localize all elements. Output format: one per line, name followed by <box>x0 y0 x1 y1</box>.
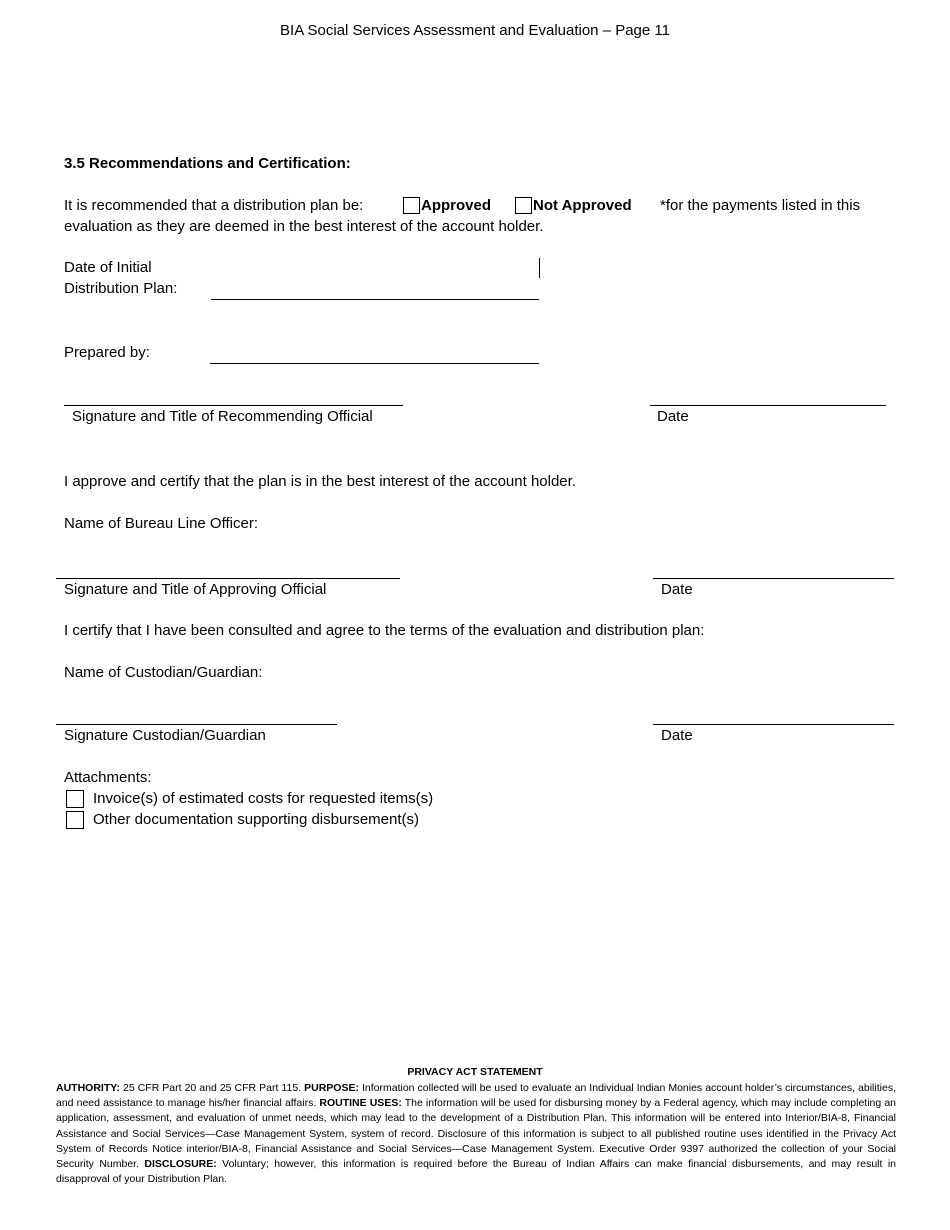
date-initial-label-line1: Date of Initial <box>64 259 152 276</box>
text-cursor <box>539 258 540 278</box>
custodian-date-label: Date <box>661 727 693 744</box>
bureau-officer-label: Name of Bureau Line Officer: <box>64 515 258 532</box>
section-heading: 3.5 Recommendations and Certification: <box>64 155 351 172</box>
approving-date-input[interactable] <box>653 578 894 579</box>
consult-statement: I certify that I have been consulted and agree to the terms of the evaluation and distribution plan: <box>64 622 705 639</box>
recommendation-suffix-line1: *for the payments listed in this <box>660 197 861 214</box>
approving-signature-label: Signature and Title of Approving Official <box>64 581 327 598</box>
prepared-by-input[interactable] <box>210 363 539 364</box>
recommendation-suffix-line2: evaluation as they are deemed in the best interest of the account holder. <box>64 218 544 235</box>
not-approved-checkbox[interactable] <box>515 197 532 214</box>
approved-checkbox[interactable] <box>403 197 420 214</box>
other-documentation-checkbox[interactable] <box>66 811 84 829</box>
recommending-date-input[interactable] <box>650 405 886 406</box>
recommendation-prefix: It is recommended that a distribution plan be: <box>64 197 364 214</box>
custodian-date-input[interactable] <box>653 724 894 725</box>
attachments-label: Attachments: <box>64 769 152 786</box>
custodian-signature-label: Signature Custodian/Guardian <box>64 727 266 744</box>
approving-date-label: Date <box>661 581 693 598</box>
authority-label: AUTHORITY: <box>56 1082 120 1094</box>
disclosure-label: DISCLOSURE: <box>144 1158 217 1171</box>
approving-signature-input[interactable] <box>56 578 400 579</box>
routine-uses-text: The information will be used for disbursing money by a Federal agency, which may include completing an application, assessment, and evaluation of unmet needs, which may lead to the development of a Distribution Plan. This information will be entered into Interior/BIA-8, Financial Assistance and Social Services—Case Management System, system of record. Disclosure of this information is subject to all published routine uses identified in the Privacy Act System of Records Notice interior/BIA-8, Financial Assistance and Social Services—Case Management System. Executive Order 9397 authorized the collection of your Social Security Number. <box>56 1097 896 1171</box>
date-initial-input[interactable] <box>211 299 539 300</box>
prepared-by-label: Prepared by: <box>64 344 150 361</box>
privacy-statement <box>56 1081 896 1187</box>
not-approved-label: Not Approved <box>533 197 632 214</box>
purpose-text: Information collected will be used to evaluate an Individual Indian Monies account holder’s circumstances, abilities, and need assistance to manage his/her financial affairs. <box>56 1082 896 1110</box>
privacy-title: PRIVACY ACT STATEMENT <box>407 1066 543 1078</box>
authority-text: 25 CFR Part 20 and 25 CFR Part 115. <box>119 1082 305 1094</box>
custodian-name-label: Name of Custodian/Guardian: <box>64 664 263 681</box>
approved-label: Approved <box>421 197 492 214</box>
disclosure-text: Voluntary; however, this information is required before the Bureau of Indian Affairs can make financial disbursements, and may result in disapproval of your Distribution Plan. <box>56 1158 896 1186</box>
approve-statement: I approve and certify that the plan is in the best interest of the account holder. <box>64 473 576 490</box>
purpose-label: PURPOSE: <box>304 1082 359 1094</box>
invoice-label: Invoice(s) of estimated costs for requested items(s) <box>93 790 434 807</box>
other-documentation-label: Other documentation supporting disbursement(s) <box>93 811 420 828</box>
invoice-checkbox[interactable] <box>66 790 84 808</box>
custodian-signature-input[interactable] <box>56 724 337 725</box>
recommending-signature-input[interactable] <box>64 405 403 406</box>
recommending-date-label: Date <box>657 408 689 425</box>
routine-uses-label: ROUTINE USES: <box>319 1097 402 1110</box>
recommending-signature-label: Signature and Title of Recommending Official <box>72 408 373 425</box>
page-header: BIA Social Services Assessment and Evaluation – Page 11 <box>280 22 670 39</box>
date-initial-label-line2: Distribution Plan: <box>64 280 178 297</box>
